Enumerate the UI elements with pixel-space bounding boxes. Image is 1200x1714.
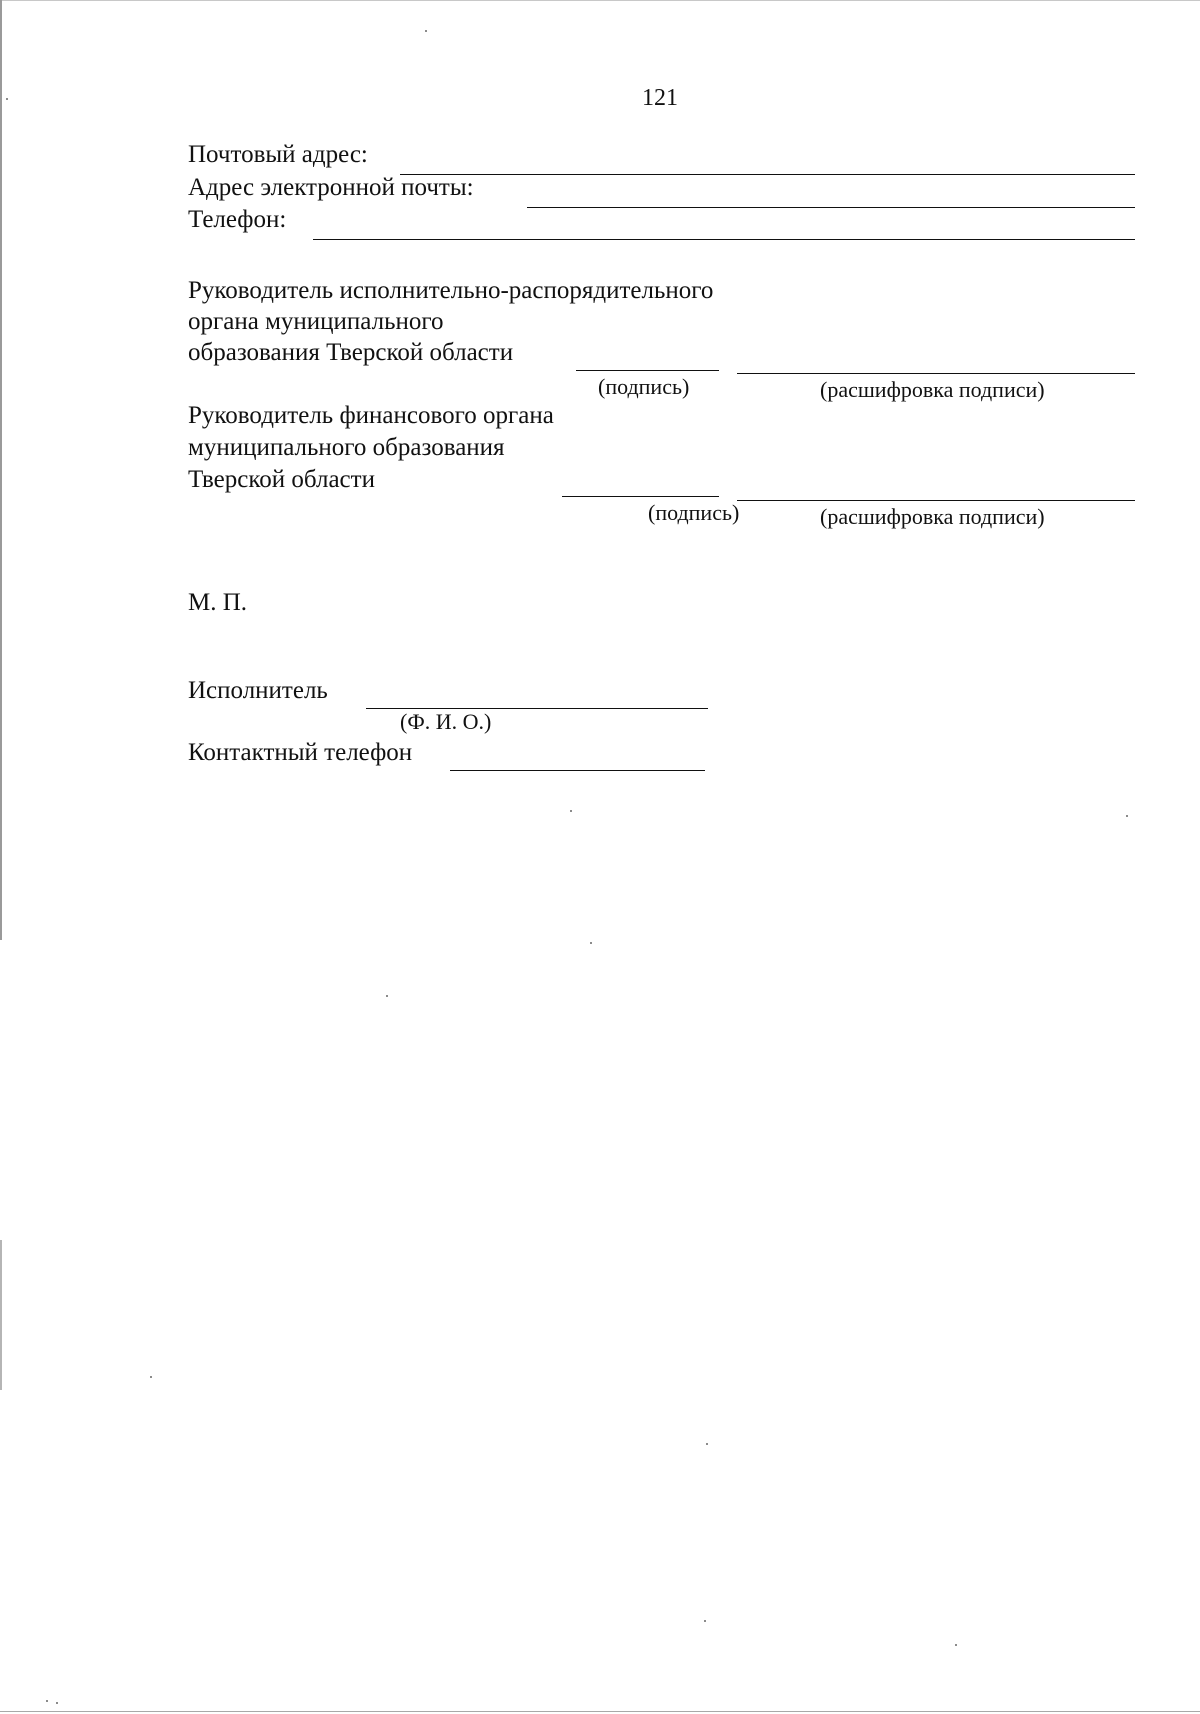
scan-edge-left [0,0,2,940]
head-finance-signature-caption: (подпись) [648,500,740,525]
head-finance-decryption-line[interactable] [737,500,1135,501]
executor-phone-line[interactable] [450,770,705,771]
scan-speck [150,1376,152,1378]
executor-name-caption: (Ф. И. О.) [400,709,492,734]
executor-phone-label: Контактный телефон [188,739,413,766]
head-finance-line2: муниципального образования [188,434,505,461]
head-executive-line1: Руководитель исполнительно-распорядительного [188,277,714,304]
scan-speck [590,942,592,944]
head-executive-decryption-line[interactable] [737,373,1135,374]
email-label: Адрес электронной почты: [188,174,474,201]
head-finance-line1: Руководитель финансового органа [188,402,554,429]
scan-speck [6,98,8,100]
head-finance-decryption-caption: (расшифровка подписи) [820,504,1045,529]
head-executive-line3: образования Тверской области [188,339,514,366]
email-field-line[interactable] [527,207,1135,208]
scan-edge-bottom [0,1711,1200,1712]
postal-address-label: Почтовый адрес: [188,141,368,168]
postal-address-field-line[interactable] [400,174,1135,175]
head-executive-line2: органа муниципального [188,308,444,335]
scan-speck [706,1443,708,1445]
scan-speck [46,1700,48,1702]
scan-edge-left-lower [0,1240,2,1390]
scan-edge-top [0,0,1200,1]
scan-speck [570,810,572,812]
phone-field-line[interactable] [313,239,1135,240]
head-executive-signature-line[interactable] [576,370,719,371]
stamp-place-label: М. П. [188,589,248,616]
head-executive-signature-caption: (подпись) [598,374,690,399]
head-finance-signature-line[interactable] [562,496,719,497]
scan-speck [386,995,388,997]
head-executive-decryption-caption: (расшифровка подписи) [820,377,1045,402]
scan-speck [1126,815,1128,817]
executor-label: Исполнитель [188,677,328,704]
phone-label: Телефон: [188,206,287,233]
scan-speck [704,1620,706,1622]
scan-speck [425,30,427,32]
scan-speck [955,1644,957,1646]
head-finance-line3: Тверской области [188,466,375,493]
scan-speck [56,1702,58,1704]
page-number: 121 [642,85,678,111]
